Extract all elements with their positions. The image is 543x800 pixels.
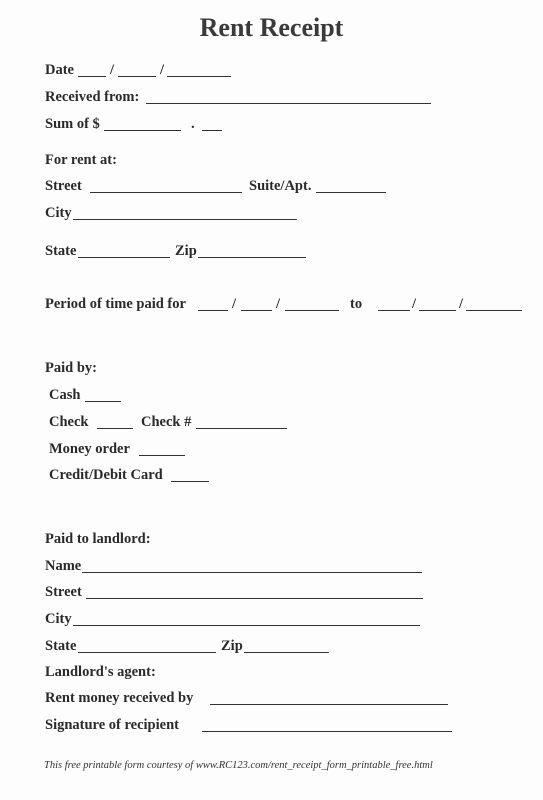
paid-to-landlord-heading: Paid to landlord: [45,531,151,547]
landlord-agent-label: Landlord's agent: [45,664,156,680]
landlord-city-label: City [45,611,72,627]
landlord-zip-field[interactable] [244,652,329,653]
rent-suite-label: Suite/Apt. [249,178,312,194]
period-from-month-field[interactable] [198,310,228,311]
date-year-field[interactable] [167,76,231,77]
rent-street-field[interactable] [90,192,242,193]
date-day-field[interactable] [118,76,156,77]
date-label: Date [45,62,74,78]
rent-street-label: Street [45,178,82,194]
rent-suite-field[interactable] [316,192,386,193]
paid-by-heading: Paid by: [45,360,97,376]
rent-state-field[interactable] [78,257,170,258]
period-separator: / [276,296,281,312]
period-from-year-field[interactable] [285,310,339,311]
received-by-label: Rent money received by [45,690,194,706]
check-label: Check [49,414,89,430]
period-separator: / [459,296,464,312]
period-to-label: to [350,296,363,312]
period-to-year-field[interactable] [466,310,522,311]
landlord-street-label: Street [45,584,82,600]
date-separator: / [110,62,115,78]
sum-dollars-field[interactable] [104,130,181,131]
signature-field[interactable] [202,731,452,732]
money-order-label: Money order [49,441,130,457]
cash-field[interactable] [85,401,121,402]
money-order-field[interactable] [139,455,185,456]
rent-city-field[interactable] [73,219,297,220]
landlord-state-label: State [45,638,77,654]
date-separator: / [160,62,165,78]
sum-decimal-point: . [191,116,195,132]
period-separator: / [412,296,417,312]
credit-debit-label: Credit/Debit Card [49,467,163,483]
rent-state-label: State [45,243,77,259]
cash-label: Cash [49,387,81,403]
landlord-city-field[interactable] [73,625,420,626]
landlord-name-label: Name [45,558,82,574]
landlord-zip-label: Zip [221,638,243,654]
received-from-label: Received from: [45,89,140,105]
period-from-day-field[interactable] [241,310,272,311]
period-separator: / [232,296,237,312]
rent-zip-label: Zip [175,243,197,259]
landlord-name-field[interactable] [82,572,422,573]
check-number-field[interactable] [196,428,287,429]
sum-label: Sum of $ [45,116,100,132]
landlord-street-field[interactable] [86,598,423,599]
period-to-day-field[interactable] [419,310,456,311]
check-field[interactable] [97,428,133,429]
period-to-month-field[interactable] [378,310,410,311]
page-title: Rent Receipt [199,13,344,42]
check-number-label: Check # [141,414,192,430]
rent-zip-field[interactable] [198,257,306,258]
credit-debit-field[interactable] [171,481,209,482]
landlord-state-field[interactable] [78,652,216,653]
footer-note: This free printable form courtesy of www.RC123.com/rent_receipt_form_printable_free.html [44,760,433,771]
rent-city-label: City [45,205,72,221]
received-from-field[interactable] [146,103,431,104]
date-month-field[interactable] [78,76,106,77]
sum-cents-field[interactable] [202,130,222,131]
period-label: Period of time paid for [45,296,186,312]
signature-label: Signature of recipient [45,717,179,733]
received-by-field[interactable] [210,704,448,705]
for-rent-heading: For rent at: [45,152,117,168]
